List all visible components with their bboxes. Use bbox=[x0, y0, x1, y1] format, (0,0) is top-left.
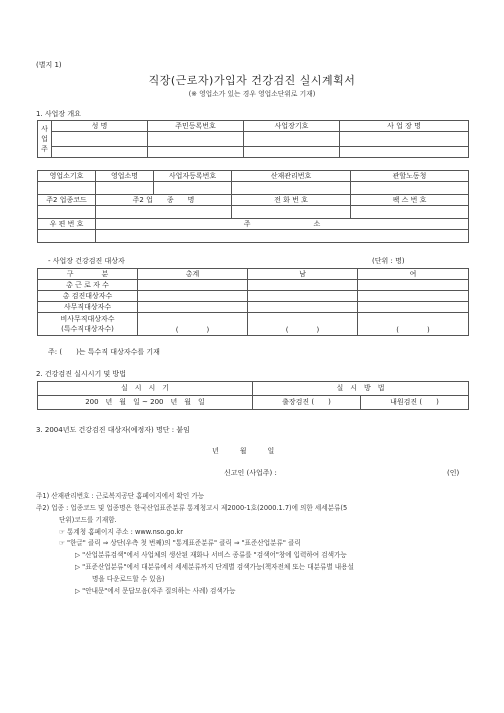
col-workplace-name: 사 업 장 명 bbox=[340, 121, 469, 132]
cell-resident-number[interactable] bbox=[148, 132, 244, 147]
branch-table bbox=[37, 170, 469, 243]
row-total-targets: 총 검진대상자수 bbox=[38, 291, 138, 302]
cell-workplace-code[interactable] bbox=[244, 132, 340, 147]
form-number: (별지 1) bbox=[36, 61, 62, 69]
note-bullet-faq: ▷ "안내문"에서 문답모음(자주 질의하는 사례) 검색가능 bbox=[75, 587, 236, 595]
row-nonoffice-targets: 비사무직대상자수 (특수직대상자수) bbox=[38, 313, 138, 336]
note-bullet-standard: ▷ "표준산업분류"에서 대분류에서 세세분류까지 단계별 검색가능(책자전체 또는 대분류별 내용설 bbox=[75, 563, 354, 571]
col-address: 주 소 bbox=[96, 219, 469, 230]
col-phone: 전 화 번 호 bbox=[232, 195, 351, 206]
document-title: 직장(근로자)가입자 건강검진 실시계획서 bbox=[148, 74, 356, 87]
section1-heading: 1. 사업장 개요 bbox=[36, 110, 81, 118]
col-industry-name: 주2 업 종 명 bbox=[96, 195, 232, 206]
col-injury-insurance-number: 산재관리번호 bbox=[232, 171, 351, 182]
col-labor-office: 관할노동청 bbox=[351, 171, 469, 182]
col-industry-code: 주2 업종코드 bbox=[38, 195, 96, 206]
col-category: 구 분 bbox=[38, 269, 138, 280]
col-business-reg-number: 사업자등록번호 bbox=[154, 171, 232, 182]
col-male: 남 bbox=[248, 269, 358, 280]
section3-heading: 3. 2004년도 건강검진 대상자(예정자) 명단 : 붙임 bbox=[36, 426, 190, 434]
col-postal-code: 우 편 번 호 bbox=[38, 219, 96, 230]
cell-workplace-name[interactable] bbox=[340, 132, 469, 147]
section2-heading: 2. 건강검진 실시시기 및 방법 bbox=[36, 370, 126, 378]
note-bullet-standard-cont: 명을 다운로드할 수 있음) bbox=[92, 575, 165, 583]
schedule-table bbox=[37, 381, 469, 410]
target-note: 주: ( )는 특수직 대상자수를 기재 bbox=[48, 348, 160, 356]
col-name: 성 명 bbox=[52, 121, 148, 132]
document-subtitle: (※ 영업소가 있는 경우 영업소단위로 기재) bbox=[188, 90, 316, 98]
seal-mark: (인) bbox=[447, 469, 460, 477]
method-onsite[interactable]: 출장검진 ( ) bbox=[253, 396, 361, 410]
target-unit: (단위 : 명) bbox=[372, 257, 405, 265]
row-office-targets: 사무직대상자수 bbox=[38, 302, 138, 313]
note-2b: 단위)코드를 기재함. bbox=[59, 516, 117, 524]
owner-table bbox=[37, 120, 469, 158]
note-bullet-click: ☞ "한글" 클릭 ⇒ 상단(우측 첫 번째)의 "통계표준분류" 클릭 ⇒ "표준산업분류" 클릭 bbox=[59, 539, 301, 547]
method-visit[interactable]: 내원검진 ( ) bbox=[361, 396, 469, 410]
note-bullet-url: ☞ 통계청 홈페이지 주소 : www.nso.go.kr bbox=[59, 528, 183, 536]
report-date: 년 월 일 bbox=[212, 447, 275, 455]
owner-row-label: 사 업 주 bbox=[38, 121, 52, 158]
col-period: 실 시 시 기 bbox=[38, 382, 253, 396]
col-branch-code: 영업소기호 bbox=[38, 171, 96, 182]
signer-label: 신고인 (사업주) : bbox=[224, 469, 277, 477]
note-2a: 주2) 업종 : 업종코드 및 업종명은 한국산업표준분류 통계청고시 제2000-1호(2000.1.7)에 의한 세세분류(5 bbox=[36, 504, 348, 512]
cell-name[interactable] bbox=[52, 132, 148, 147]
note-bullet-search: ▷ "산업분류검색"에서 사업체의 생산된 재화나 서비스 종류를 "검색어"창에 입력하여 검색가능 bbox=[75, 551, 347, 559]
period-value[interactable]: 200 년 월 일 ~ 200 년 월 일 bbox=[38, 396, 253, 410]
col-female: 여 bbox=[358, 269, 469, 280]
row-total-workers: 총 근 로 자 수 bbox=[38, 280, 138, 291]
note-1: 주1) 산재관리번호 : 근로복지공단 홈페이지에서 확인 가능 bbox=[36, 492, 205, 500]
col-total: 총계 bbox=[138, 269, 248, 280]
target-heading: - 사업장 건강검진 대상자 bbox=[48, 257, 125, 265]
col-branch-name: 영업소명 bbox=[96, 171, 154, 182]
col-workplace-code: 사업장기호 bbox=[244, 121, 340, 132]
target-table: 구 분 총계 남 여 총 근 로 자 수 총 검진대상자수 사무직대상자수 비사무직대상자수 (특수직대상자수) ( ) ( ) ( ) bbox=[37, 268, 469, 336]
col-method: 실 시 방 법 bbox=[253, 382, 469, 396]
col-fax: 팩 스 번 호 bbox=[351, 195, 469, 206]
col-resident-number: 주민등록번호 bbox=[148, 121, 244, 132]
